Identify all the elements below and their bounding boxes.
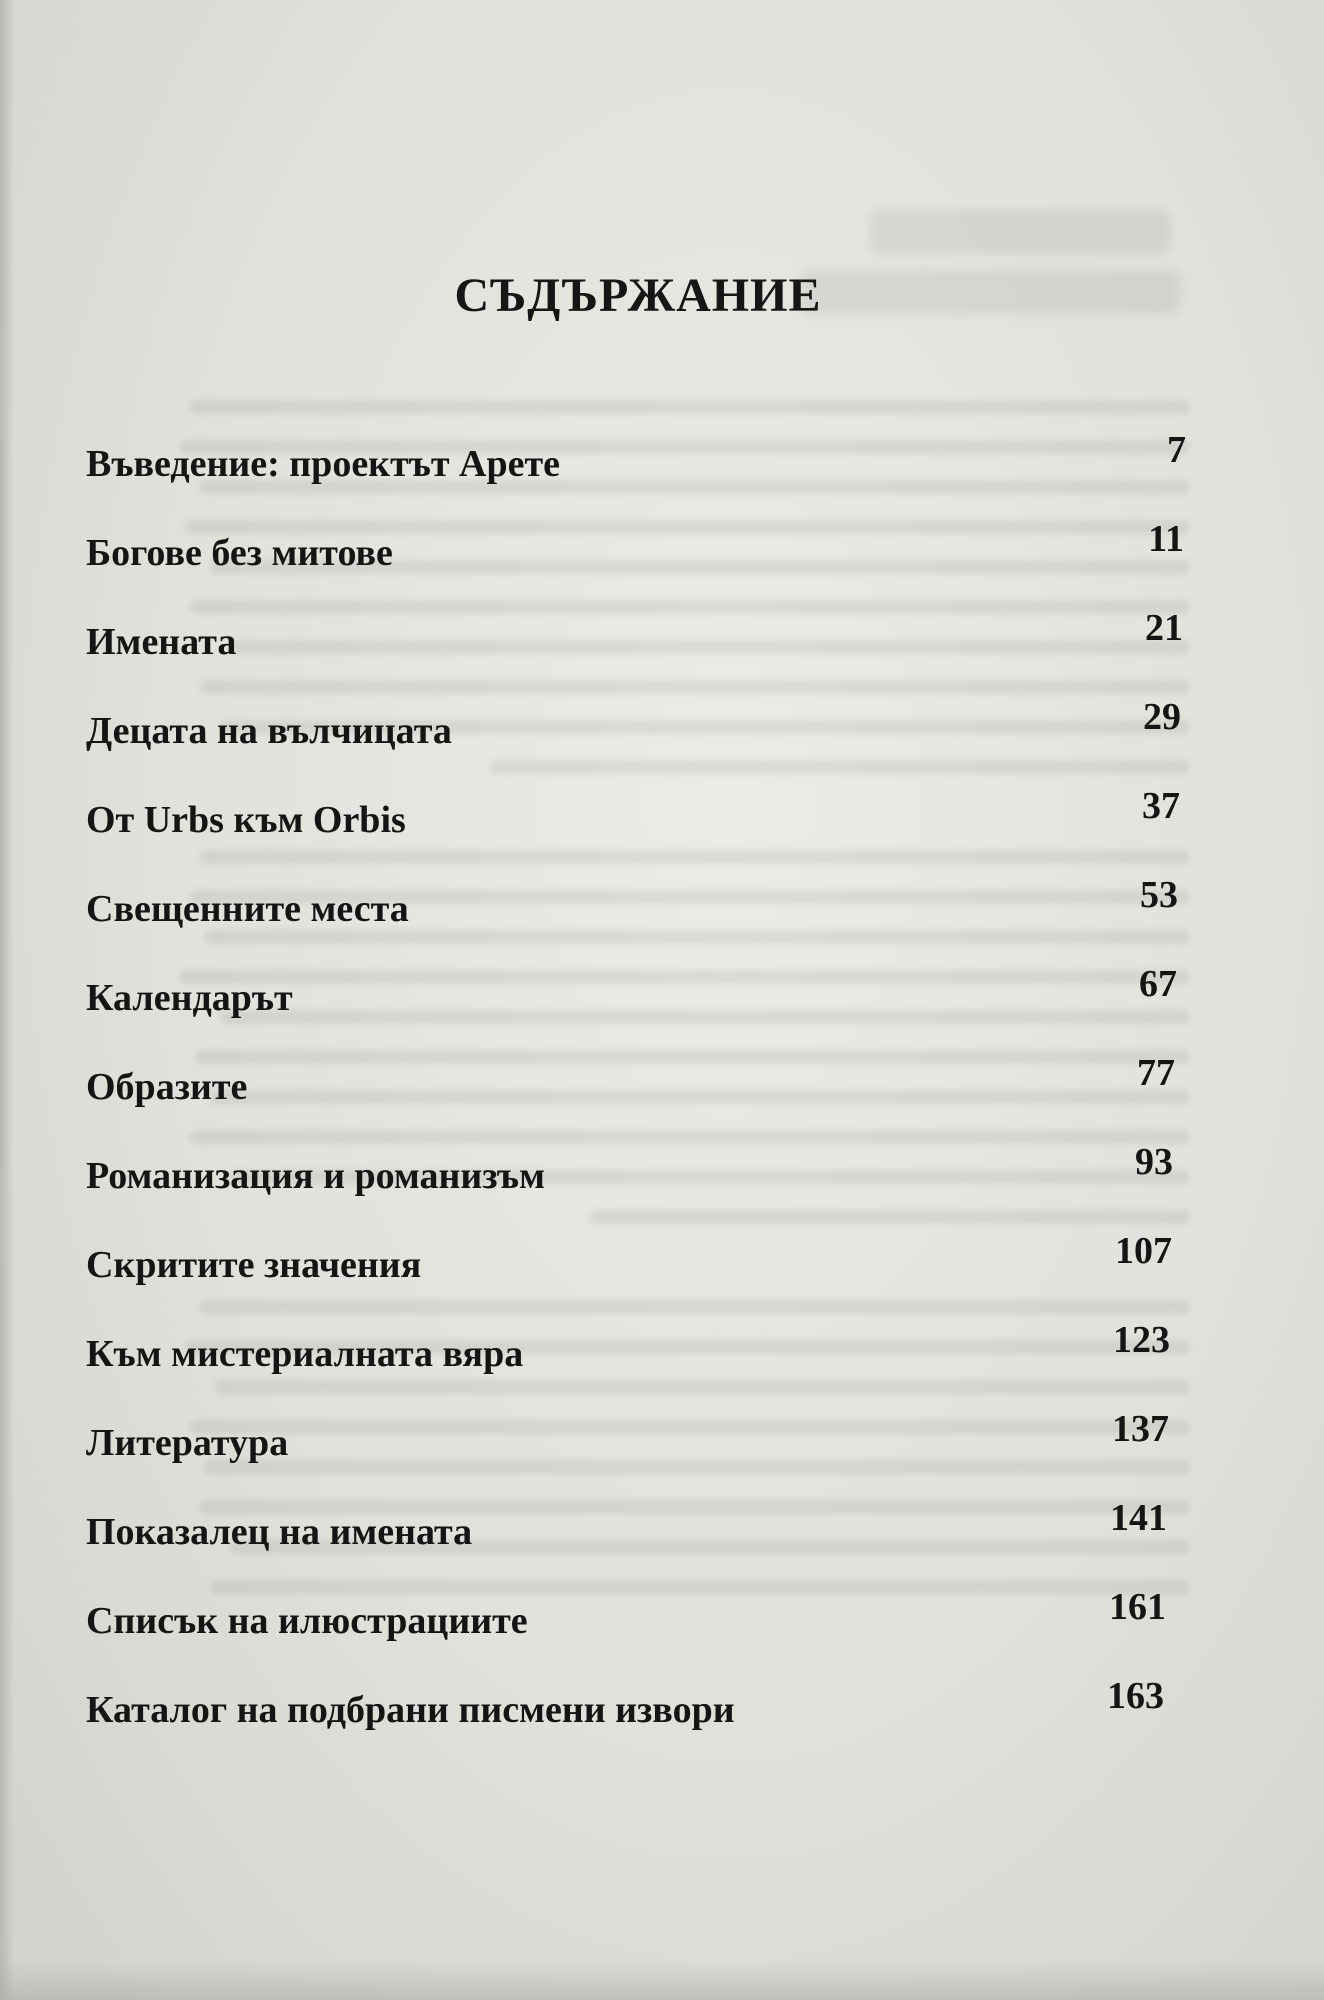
toc-entry: [86, 1585, 1186, 1674]
toc-entry-label: Скритите значения: [86, 1244, 422, 1286]
toc-entry-page-number: 163: [1107, 1675, 1164, 1717]
toc-entry: [86, 1318, 1186, 1407]
toc-entry-page-number: 93: [1135, 1141, 1173, 1183]
page-bottom-shadow: [0, 1960, 1324, 2000]
toc-entry-page-number: 11: [1148, 518, 1184, 560]
toc-entry-label: Богове без митове: [86, 532, 393, 574]
toc-entry: [86, 606, 1186, 695]
toc-entry: [86, 1496, 1186, 1585]
toc-entry: [86, 428, 1186, 517]
toc-entry-page-number: 161: [1109, 1586, 1166, 1628]
toc-entry-page-number: 29: [1143, 696, 1181, 738]
toc-entry: [86, 517, 1186, 606]
toc-entry: [86, 1674, 1186, 1763]
toc-entry-label: Въведение: проектът Арете: [86, 443, 561, 485]
toc-entry-page-number: 67: [1139, 963, 1177, 1005]
toc-entry: [86, 1051, 1186, 1140]
toc-entry: [86, 1229, 1186, 1318]
toc-entry-label: Романизация и романизъм: [86, 1155, 545, 1197]
toc-entry-label: От Urbs към Orbis: [86, 799, 406, 841]
toc-title: СЪДЪРЖАНИЕ: [454, 269, 822, 322]
toc-entry-page-number: 53: [1140, 874, 1178, 916]
toc-entry: [86, 873, 1186, 962]
show-through-line: [190, 400, 1190, 414]
table-of-contents: [86, 428, 1186, 1763]
toc-entry-label: Показалец на имената: [86, 1511, 473, 1553]
toc-entry-page-number: 77: [1137, 1052, 1175, 1094]
toc-entry-page-number: 141: [1110, 1497, 1167, 1539]
toc-entry: [86, 1140, 1186, 1229]
toc-entry-page-number: 37: [1142, 785, 1180, 827]
toc-entry-page-number: 21: [1145, 607, 1183, 649]
toc-entry-label: Календарът: [86, 977, 293, 1019]
toc-entry: [86, 784, 1186, 873]
toc-entry: [86, 695, 1186, 784]
toc-entry-label: Каталог на подбрани писмени извори: [86, 1689, 735, 1731]
toc-entry: [86, 962, 1186, 1051]
toc-entry-page-number: 137: [1112, 1408, 1169, 1450]
toc-entry: [86, 1407, 1186, 1496]
toc-entry-label: Образите: [86, 1066, 248, 1108]
toc-entry-label: Литература: [86, 1422, 289, 1464]
toc-entry-label: Имената: [86, 621, 237, 663]
toc-entry-page-number: 7: [1167, 429, 1186, 471]
toc-entry-label: Децата на вълчицата: [86, 710, 452, 752]
show-through-heading: [870, 210, 1170, 254]
toc-entry-page-number: 107: [1115, 1230, 1172, 1272]
toc-entry-page-number: 123: [1113, 1319, 1170, 1361]
toc-entry-label: Към мистериалната вяра: [86, 1333, 524, 1375]
toc-entry-label: Свещенните места: [86, 888, 409, 930]
toc-entry-label: Списък на илюстрациите: [86, 1600, 528, 1642]
